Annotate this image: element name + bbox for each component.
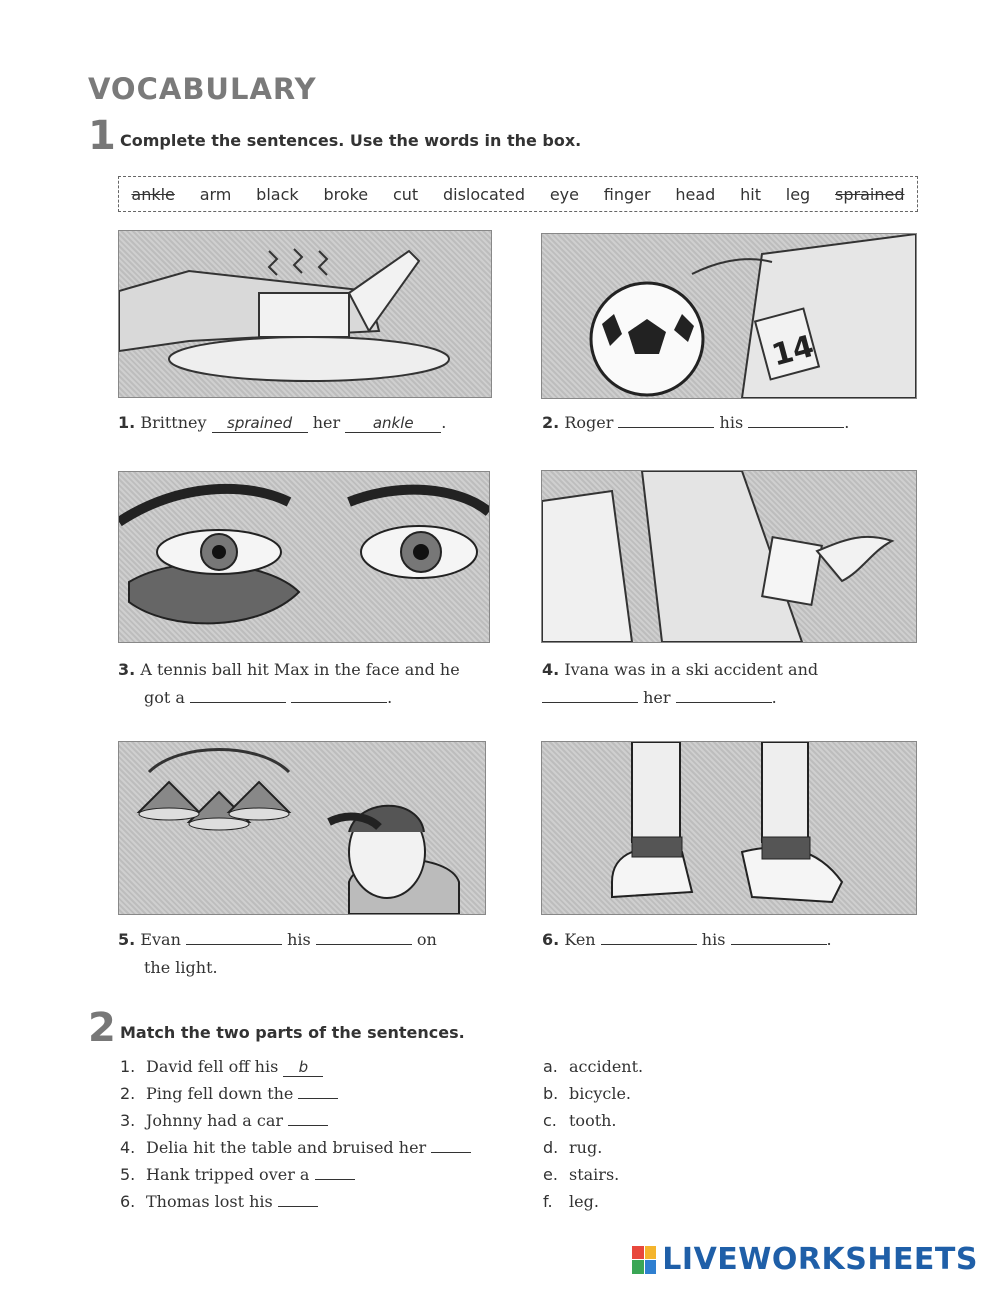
liveworksheets-logo-icon — [632, 1246, 656, 1274]
word-box-item: black — [256, 184, 299, 204]
word-box-item: sprained — [835, 184, 905, 204]
sentence-text: Brittney — [140, 413, 207, 432]
illustration-ski-arm — [541, 470, 917, 643]
word-box-item: finger — [603, 184, 651, 204]
match-answer-blank[interactable] — [298, 1098, 338, 1099]
word-box-item: leg — [785, 184, 811, 204]
logo-text: LIVEWORKSHEETS — [662, 1242, 978, 1277]
illustration-hit-head — [118, 741, 486, 915]
match-left-column — [120, 1053, 471, 1215]
sentence-3 — [118, 656, 508, 712]
word-box-item: broke — [323, 184, 369, 204]
illustration-black-eye — [118, 471, 490, 643]
sentence-1 — [118, 409, 446, 437]
sentence-text: Roger — [564, 413, 614, 432]
match-number: 4. — [120, 1138, 136, 1157]
answer-blank[interactable] — [186, 944, 282, 945]
section-1-instruction: Complete the sentences. Use the words in the box. — [120, 131, 582, 150]
section-1-number: 1 — [88, 113, 116, 159]
sentence-number: 5. — [118, 930, 136, 949]
answer-blank[interactable] — [316, 944, 412, 945]
sentence-text: his — [287, 930, 311, 949]
sentence-text: . — [844, 413, 850, 432]
sentence-text: his — [719, 413, 744, 432]
match-answer-blank[interactable] — [315, 1179, 355, 1180]
sentence-number: 1. — [118, 413, 136, 432]
match-item — [120, 1161, 471, 1188]
word-box-item: eye — [549, 184, 579, 204]
sentence-5 — [118, 926, 508, 982]
match-option — [543, 1107, 643, 1134]
match-number: 1. — [120, 1057, 136, 1076]
sentence-text: Ivana was in a ski accident and — [564, 660, 819, 679]
match-number: 2. — [120, 1084, 136, 1103]
option-letter: c. — [543, 1111, 557, 1130]
match-item — [120, 1080, 471, 1107]
answer-blank[interactable] — [190, 702, 286, 703]
option-text: leg. — [569, 1192, 599, 1211]
option-letter: e. — [543, 1165, 558, 1184]
sentence-text: his — [701, 930, 726, 949]
section-2-instruction: Match the two parts of the sentences. — [120, 1023, 465, 1042]
sentence-text: . — [826, 930, 832, 949]
page-title: VOCABULARY — [88, 72, 317, 106]
word-box-item: cut — [392, 184, 419, 204]
word-box-item: ankle — [131, 184, 175, 204]
sentence-number: 4. — [542, 660, 560, 679]
match-text: Thomas lost his — [146, 1192, 273, 1211]
match-item — [120, 1188, 471, 1215]
answer-blank[interactable] — [748, 427, 844, 428]
word-box-item: head — [675, 184, 716, 204]
liveworksheets-logo — [632, 1242, 978, 1277]
match-number: 3. — [120, 1111, 136, 1130]
match-item — [120, 1134, 471, 1161]
answer-blank[interactable] — [676, 702, 772, 703]
sentence-text: got a — [144, 688, 185, 707]
illustration-legs — [541, 741, 917, 915]
section-2-number: 2 — [88, 1005, 116, 1051]
sentence-text: Evan — [140, 930, 181, 949]
match-text: Delia hit the table and bruised her — [146, 1138, 427, 1157]
match-right-column — [543, 1053, 643, 1215]
answer-blank[interactable] — [731, 944, 827, 945]
illustration-sprained-ankle — [118, 230, 492, 398]
answer-blank[interactable] — [618, 427, 714, 428]
answer-blank[interactable]: sprained — [212, 414, 308, 433]
option-letter: b. — [543, 1084, 559, 1103]
illustration-soccer-ball — [541, 233, 917, 399]
answer-blank[interactable] — [291, 702, 387, 703]
match-text: Ping fell down the — [146, 1084, 294, 1103]
option-text: accident. — [569, 1057, 644, 1076]
sentence-4 — [542, 656, 932, 712]
sentence-text: . — [771, 688, 777, 707]
option-letter: d. — [543, 1138, 559, 1157]
sentence-text: her — [312, 413, 341, 432]
answer-blank[interactable]: ankle — [345, 414, 441, 433]
match-option — [543, 1080, 643, 1107]
option-text: bicycle. — [569, 1084, 631, 1103]
sentence-text: . — [387, 688, 393, 707]
sentence-6 — [542, 926, 832, 954]
match-option — [543, 1134, 643, 1161]
sentence-2 — [542, 409, 849, 437]
match-number: 5. — [120, 1165, 136, 1184]
match-text: Hank tripped over a — [146, 1165, 310, 1184]
option-text: rug. — [569, 1138, 603, 1157]
sentence-text: . — [441, 413, 447, 432]
match-option — [543, 1188, 643, 1215]
sentence-text: the light. — [144, 958, 218, 977]
word-box-item: arm — [199, 184, 232, 204]
match-text: David fell off his — [146, 1057, 279, 1076]
match-answer-blank[interactable]: b — [283, 1058, 323, 1077]
sentence-text: on — [416, 930, 437, 949]
word-box-item: hit — [740, 184, 761, 204]
sentence-text: her — [643, 688, 671, 707]
match-answer-blank[interactable] — [278, 1206, 318, 1207]
option-letter: a. — [543, 1057, 558, 1076]
sentence-text: A tennis ball hit Max in the face and he — [140, 660, 460, 679]
sentence-number: 2. — [542, 413, 560, 432]
sentence-number: 6. — [542, 930, 560, 949]
match-text: Johnny had a car — [146, 1111, 284, 1130]
word-box — [118, 176, 918, 212]
match-option — [543, 1053, 643, 1080]
word-box-item: dislocated — [442, 184, 526, 204]
option-text: stairs. — [569, 1165, 620, 1184]
match-number: 6. — [120, 1192, 136, 1211]
match-option — [543, 1161, 643, 1188]
match-item — [120, 1107, 471, 1134]
svg-text:14: 14 — [768, 328, 818, 374]
answer-blank[interactable] — [542, 702, 638, 703]
sentence-text: Ken — [564, 930, 596, 949]
match-answer-blank[interactable] — [431, 1152, 471, 1153]
match-item — [120, 1053, 471, 1080]
option-letter: f. — [543, 1192, 553, 1211]
sentence-number: 3. — [118, 660, 136, 679]
option-text: tooth. — [569, 1111, 617, 1130]
match-answer-blank[interactable] — [288, 1125, 328, 1126]
answer-blank[interactable] — [601, 944, 697, 945]
